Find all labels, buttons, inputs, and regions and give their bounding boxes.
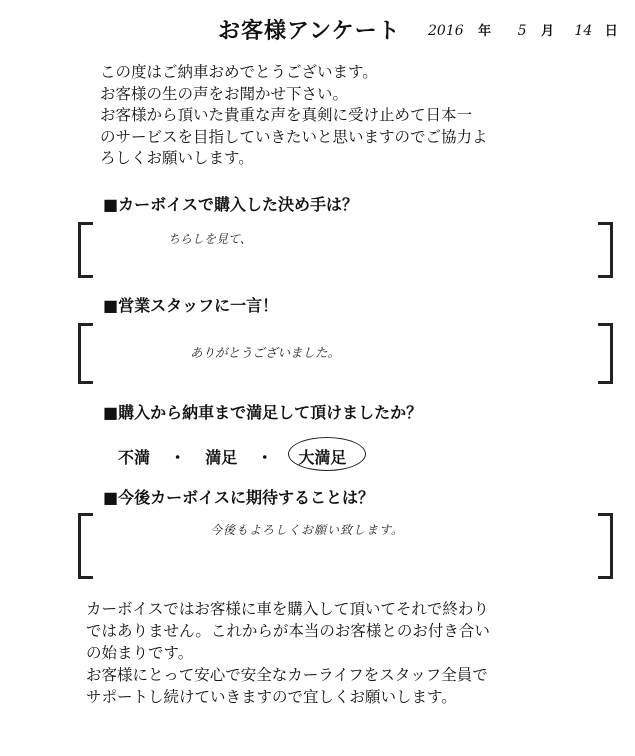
closing-line: サポートし続けていきますので宜しくお願いします。	[86, 688, 457, 706]
date-month-unit: 月	[540, 24, 554, 39]
option-very-satisfied	[292, 443, 352, 470]
closing-line: の始まりです。	[86, 644, 194, 662]
question-2-bracket-left	[78, 323, 93, 384]
date-year-unit: 年	[478, 24, 492, 39]
question-2-answer: ありがとうございました。	[190, 345, 341, 360]
intro-line: この度はご納車おめでとうございます。	[100, 63, 378, 81]
date	[428, 20, 618, 39]
question-2-bracket-right	[598, 323, 613, 384]
date-year: 2016	[428, 23, 464, 39]
option-very-satisfied-label: 大満足	[298, 448, 347, 467]
question-2-label: ■営業スタッフに一言！	[103, 296, 279, 315]
date-month: 5	[517, 23, 527, 39]
closing-line: ではありません。これからが本当のお客様とのお付き合い	[86, 622, 490, 640]
question-3-label: ■購入から納車まで満足して頂けましたか？	[103, 403, 423, 422]
question-1-bracket-left	[78, 222, 93, 278]
option-dissatisfied: 不満	[118, 448, 151, 467]
question-4-answer: 今後もよろしくお願い致します。	[210, 523, 405, 537]
date-day: 14	[574, 23, 593, 39]
closing-line: お客様にとって安心で安全なカーライフをスタッフ全員で	[86, 666, 488, 684]
option-separator: ・	[256, 448, 273, 467]
intro-line: お客様の生の声をお聞かせ下さい。	[100, 84, 349, 103]
page-title: お客様アンケート	[218, 19, 401, 44]
question-4-bracket-left	[78, 513, 93, 579]
selection-circle	[288, 437, 366, 471]
satisfaction-options	[118, 443, 352, 470]
intro-line: ろしくお願いします。	[100, 149, 254, 167]
intro-text	[100, 62, 580, 170]
option-separator: ・	[169, 448, 186, 467]
question-1-answer: ちらしを見て、	[168, 232, 252, 246]
question-1-label: ■カーボイスで購入した決め手は？	[103, 195, 358, 214]
question-4-label: ■今後カーボイスに期待することは？	[103, 488, 374, 507]
question-1-bracket-right	[598, 222, 613, 278]
intro-line: のサービスを目指していきたいと思いますのでご協力よ	[100, 127, 488, 146]
intro-line: お客様から頂いた貴重な声を真剣に受け止めて日本一	[100, 106, 473, 124]
option-satisfied: 満足	[205, 448, 238, 467]
closing-line: カーボイスではお客様に車を購入して頂いてそれで終わり	[86, 600, 489, 618]
question-4-bracket-right	[598, 513, 613, 579]
date-day-unit: 日	[604, 24, 618, 39]
closing-text	[86, 598, 490, 708]
